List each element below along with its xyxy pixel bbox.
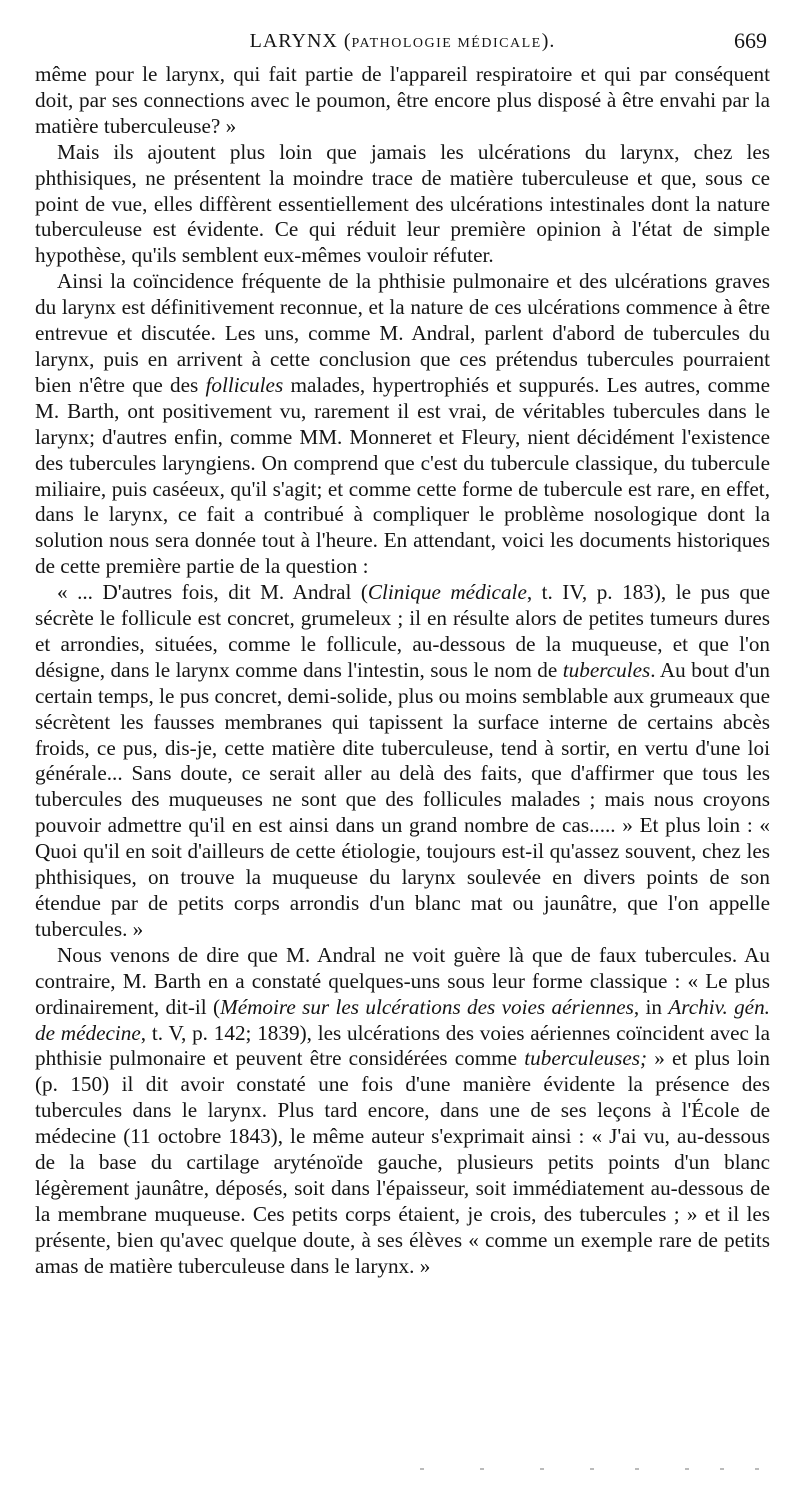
text-segment: malades, hypertrophiés et suppurés. Les autres, comme M. Barth, ont positivement vu, rarement il est vrai, de véritables tubercules dans le larynx; d'autres enfin, comme MM. Monneret et Fleury, nient décidément l'existence des tubercules laryngiens. On comprend que c'est du tubercule classique, du tubercule miliaire, puis caséeux, qu'il s'agit; et comme cette forme de tubercule est rare, en effet, dans le larynx, ce fait a contribué à compliquer le problème nosologique dont la solution nous sera donnée tout à l'heure. En attendant, voici les documents historiques de cette première partie de la question : [35, 372, 770, 579]
page-number: 669 [734, 28, 767, 53]
text-segment: Nous venons de dire que M. Andral ne voit guère là que de faux tubercules. Au contraire, M. Barth en a constaté quelques-uns sous leur forme classique : « Le plus ordinairement, dit-il ( [35, 942, 770, 1019]
running-title [35, 30, 770, 53]
paragraph-p1 [35, 62, 770, 140]
paragraph-p2 [35, 140, 770, 270]
text-segment: , t. V, p. 142; 1839), les ulcérations des voies aériennes coïncident avec la phthisie pulmonaire et peuvent être considérées comme [35, 1020, 770, 1071]
paragraph-p3 [35, 269, 770, 580]
text-segment: , in [633, 994, 669, 1019]
body-text [35, 62, 770, 1280]
italic-text: Clinique médicale [367, 580, 527, 605]
running-title-main: LARYNX ( [249, 30, 352, 52]
text-segment: même pour le larynx, qui fait partie de l'appareil respiratoire et qui par conséquent doit, par ses connections avec le poumon, être encore plus disposé à être envahi par la matière tuberculeuse? » [35, 62, 770, 138]
text-segment: » et plus loin (p. 150) il dit avoir constaté une fois d'une manière évidente la présence des tubercules dans le larynx. Plus tard encore, dans une de ses leçons à l'École de médecine (11 octobre 1843), le même auteur s'exprimait ainsi : « J'ai vu, au-dessous de la base du cartilage aryténoïde gauche, plusieurs petits points d'un blanc légèrement jaunâtre, déposés, soit dans l'épaisseur, soit immédiatement au-dessous de la membrane muqueuse. Ces petits corps étaient, je crois, des tubercules ; » et il les présente, bien qu'avec quelque doute, à ses élèves « comme un exemple rare de petits amas de matière tuberculeuse dans le larynx. » [35, 1046, 770, 1278]
page-header [35, 26, 770, 62]
text-segment: Ainsi la coïncidence fréquente de la phthisie pulmonaire et des ulcérations graves du larynx est définitivement reconnue, et la nature de ces ulcérations commence à être entrevue et discutée. Les uns, comme M. Andral, parlent d'abord de tubercules du larynx, puis en arrivent à cette conclusion que ces prétendus tubercules pourraient bien n'être que des [35, 269, 770, 397]
running-title-subtitle: PATHOLOGIE MÉDICALE [351, 36, 542, 51]
running-title-end: ). [541, 30, 556, 52]
italic-text: Mémoire sur les ulcérations des voies aériennes [220, 994, 634, 1019]
italic-text: follicules [205, 372, 284, 397]
text-segment: Mais ils ajoutent plus loin que jamais les ulcérations du larynx, chez les phthisiques, ne présentent la moindre trace de matière tuberculeuse et que, sous ce point de vue, elles diffèrent essentiellement des ulcérations intestinales dont la nature tuberculeuse est évidente. Ce qui réduit leur première opinion à l'état de simple hypothèse, qu'ils semblent eux-mêmes vouloir réfuter. [35, 139, 770, 268]
italic-text: Archiv. gén. de médecine [35, 994, 770, 1045]
text-segment: , t. IV, p. 183), le pus que sécrète le follicule est concret, grumeleux ; il en résulte alors de petites tumeurs dures et arrondies, situées, comme le follicule, au-dessous de la muqueuse, et que l'on désigne, dans le larynx comme dans l'intestin, sous le nom de [35, 580, 770, 682]
italic-text: tuberculeuses; [524, 1046, 648, 1071]
text-segment: « ... D'autres fois, dit M. Andral ( [57, 580, 368, 605]
paragraph-p4 [35, 580, 770, 943]
bottom-specks [420, 1468, 760, 1474]
italic-text: tubercules [562, 657, 651, 682]
text-segment: . Au bout d'un certain temps, le pus concret, demi-solide, plus ou moins semblable aux grumeaux que sécrètent les fausses membranes qui tapissent la surface interne de certains abcès froids, ce pus, dis-je, cette matière dite tuberculeuse, tend à sortir, en vertu d'une loi générale... Sans doute, ce serait aller au delà des faits, que d'affirmer que tous les tubercules des muqueuses ne sont que des follicules malades ; mais nous croyons pouvoir admettre qu'il en est ainsi dans un grand nombre de cas..... » Et plus loin : « Quoi qu'il en soit d'ailleurs de cette étiologie, toujours est-il qu'assez souvent, chez les phthisiques, on trouve la muqueuse du larynx soulevée en divers points de son étendue par de petits corps arrondis d'un blanc mat ou jaunâtre, que l'on appelle tubercules. » [35, 657, 770, 941]
paragraph-p5 [35, 943, 770, 1280]
